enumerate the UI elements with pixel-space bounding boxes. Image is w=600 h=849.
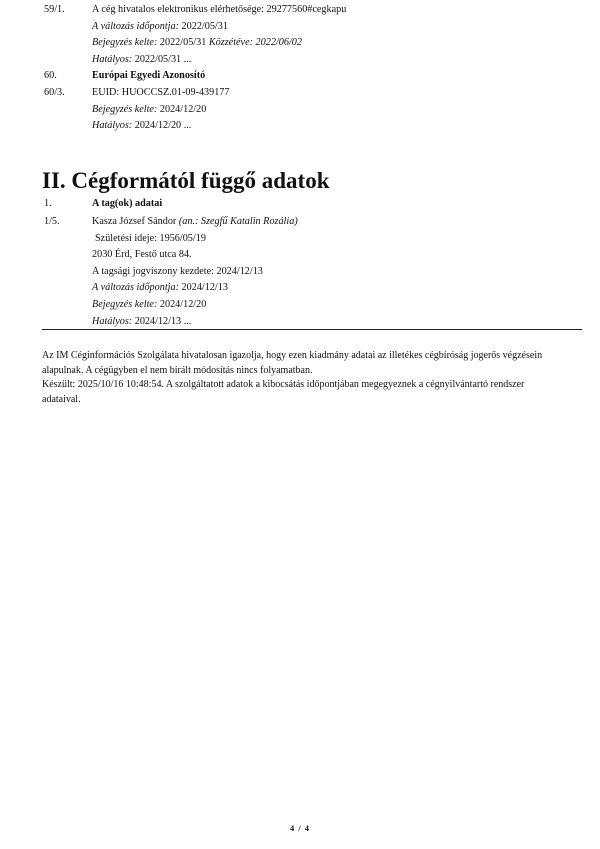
entry-heading: Európai Egyedi Azonosító [92, 70, 206, 81]
entry-59-1 [44, 2, 564, 68]
effective-date: 2024/12/13 ... [134, 315, 192, 327]
group-heading: A tag(ok) adatai [92, 198, 163, 209]
membership-start: A tagsági jogviszony kezdete: 2024/12/13 [92, 265, 263, 277]
effective-label: Hatályos: [92, 315, 133, 327]
registered-label: Bejegyzés kelte: [92, 298, 158, 310]
change-date-label: A változás időpontja: [92, 20, 179, 32]
registered-date: 2022/05/31 [159, 37, 207, 49]
entry-60-3 [44, 85, 564, 135]
entry-number: 59/1. [44, 4, 65, 15]
section-title: II. Cégformától függő adatok [42, 168, 330, 193]
group-heading-row [44, 196, 564, 213]
change-date: 2022/05/31 [181, 20, 228, 32]
effective-label: Hatályos: [92, 53, 133, 65]
published-date: 2022/06/02 [255, 37, 302, 49]
entry-number: 60/3. [44, 87, 65, 98]
registered-date: 2024/12/20 [159, 103, 207, 115]
published-label: Közzétéve: [208, 37, 253, 49]
created-text: Készült: 2025/10/16 10:48:54. A szolgáltatott adatok a kibocsátás időpontjában megegyeznek a cégnyilvántartó rendszer adataival. [42, 379, 525, 405]
entry-number: 1/5. [44, 216, 60, 227]
member-mother-name: (an.: Szegfű Katalin Rozália) [178, 216, 298, 227]
effective-date: 2024/12/20 ... [134, 120, 192, 132]
member-birth: Születési ideje: 1956/05/19 [95, 232, 206, 244]
effective-date: 2022/05/31 ... [134, 53, 192, 65]
page-number: 4 / 4 [289, 823, 311, 833]
section-divider [42, 329, 582, 330]
registered-date: 2024/12/20 [159, 298, 207, 310]
registered-label: Bejegyzés kelte: [92, 37, 158, 49]
registered-label: Bejegyzés kelte: [92, 103, 158, 115]
change-date: 2024/12/13 [181, 282, 228, 294]
member-entry [44, 214, 564, 330]
footer-text [42, 349, 562, 407]
certification-text: Az IM Céginformációs Szolgálata hivatalosan igazolja, hogy ezen kiadmány adatai az illetékes cégbíróság jogerős végzésein alapulnak. A cégügyben el nem bírált módosítás nincs folyamatban. [42, 350, 543, 376]
entry-60 [44, 68, 564, 85]
entry-text: A cég hivatalos elektronikus elérhetősége: 29277560#cegkapu [92, 4, 347, 15]
entry-number: 60. [44, 70, 57, 81]
member-name: Kasza József Sándor [92, 216, 177, 227]
group-number: 1. [44, 198, 52, 209]
member-address: 2030 Érd, Festő utca 84. [92, 249, 192, 261]
entry-text: EUID: HUOCCSZ.01-09-439177 [92, 87, 230, 98]
change-date-label: A változás időpontja: [92, 282, 179, 294]
effective-label: Hatályos: [92, 120, 133, 132]
